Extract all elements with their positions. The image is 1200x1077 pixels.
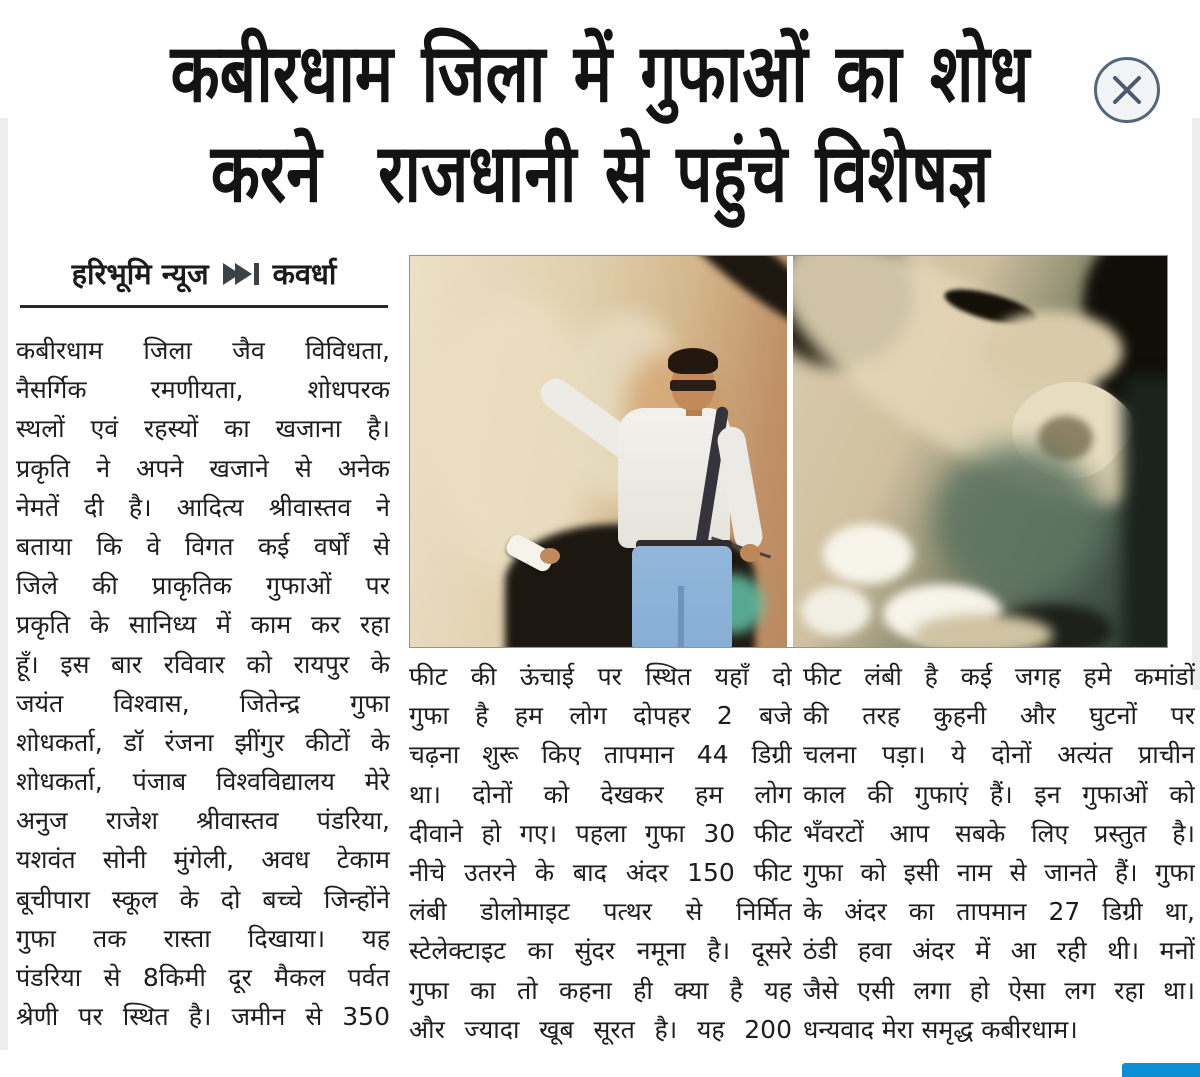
explorer-trouser-seam [678,586,684,647]
article-text-line: नैसर्गिक रमणीयता, शोधपरक [16,375,390,405]
page-edge-left [0,118,8,1050]
article-text-line: चलना पड़ा। ये दोनों अत्यंत प्राचीन [803,740,1195,770]
stalactite-photo [793,256,1167,647]
headline-line-1: कबीरधाम जिला में गुफाओं का शोध [170,28,1030,122]
article-text-line: हूँ। इस बार रविवार को रायपुर के [16,649,390,679]
article-text-line: काल की गुफाएं हैं। इन गुफाओं को [803,779,1195,809]
photo-block [409,255,1168,648]
fast-forward-triangle [235,263,252,285]
article-text-line: बताया कि वे विगत कई वर्षों से [16,531,390,561]
article-text-line: पंडरिया से 8किमी दूर मैकल पर्वत [16,963,390,992]
article-text-line: गुफा है हम लोग दोपहर 2 बजे [409,701,792,731]
article-text-line: गुफा का तो कहना ही क्या है यह [409,975,792,1005]
article-text-line: नेमतें दी है। आदित्य श्रीवास्तव ने [16,492,390,522]
article-text-line: गुफा तक रास्ता दिखाया। यह [16,923,390,953]
article-text-line: शोधकर्ता, पंजाब विश्वविद्यालय मेरे [16,767,390,797]
article-text-line: फीट की ऊंचाई पर स्थित यहाँ दो [409,662,792,691]
article-text-line: धन्यवाद मेरा समृद्ध कबीरधाम। [803,1014,1078,1044]
bright-rock-patch [801,586,871,636]
explorer-hair [668,348,718,374]
article-text-line: चढ़ना शुरू किए तापमान 44 डिग्री [409,740,792,770]
explorer-glasses [670,380,716,391]
article-text-line: यशवंत सोनी मुंगेली, अवध टेकाम [16,845,390,875]
headline [0,26,1200,226]
cave-green-wall [933,446,1103,596]
stalactite-mass [983,311,1123,391]
byline-location: कवर्धा [272,257,337,291]
cave-shadow-right [1123,376,1167,647]
close-button[interactable] [1094,57,1160,123]
bottom-right-blue-button[interactable] [1122,1063,1200,1077]
article-text-line: लंबी डोलोमाइट पत्थर से निर्मित [409,897,792,927]
article-text-line: गुफा को इसी नाम से जानते हैं। गुफा [803,857,1195,887]
article-text-line: दीवाने हो गए। पहला गुफा 30 फीट [409,818,792,848]
article-text-line: था। दोनों को देखकर हम लोग [409,779,792,809]
article-text-line: कबीरधाम जिला जैव विविधता, [16,336,390,365]
byline-source: हरिभूमि न्यूज [71,257,209,291]
article-text-line: और ज्यादा खूब सूरत है। यह 200 [409,1014,792,1044]
article-column-2 [409,657,792,1049]
article-text-line: जिले की प्राकृतिक गुफाओं पर [16,571,390,601]
article-text-line: श्रेणी पर स्थित है। जमीन से 350 [16,1002,390,1032]
article-text-line: नीचे उतरने के बाद अंदर 150 फीट [409,857,792,887]
article-text-line: अनुज राजेश श्रीवास्तव पंडरिया, [16,806,390,836]
article-text-line: स्थलों एवं रहस्यों का खजाना है। [16,414,390,444]
article-text-line: फीट लंबी है कई जगह हमे कमांडों [803,662,1195,691]
cave-explorer-photo [410,256,787,647]
article-column-3 [803,657,1195,1049]
headline-line-2: करने राजधानी से पहुंचे विशेषज्ञ [210,128,990,222]
article-column-1 [16,331,390,1036]
article-text-line: जैसे एसी लगा हो ऐसा लग रहा था। [803,975,1195,1005]
article-text-line: प्रकृति ने अपने खजाने से अनेक [16,453,390,483]
article-text-line: शोधकर्ता, डॉ रंजना झींगुर कीटों के [16,727,390,757]
article-text-line: स्टेलेक्टाइट का सुंदर नमूना है। दूसरे [409,936,792,966]
article-text-line: की तरह कुहनी और घुटनों पर [803,701,1195,731]
article-text-line: जयंत विश्वास, जितेन्द्र गुफा [16,688,390,718]
fast-forward-icon [223,263,259,285]
article-text-line: ठंडी हवा अंदर में आ रही थी। मनों [803,936,1195,966]
article-text-line: प्रकृति के सानिध्य में काम कर रहा [16,610,390,640]
close-icon [1110,73,1144,107]
fast-forward-bar [254,263,259,285]
article-text-line: भँवरटों आप सबके लिए प्रस्तुत है। [803,818,1195,848]
byline [20,254,388,308]
article-text-line: के अंदर का तापमान 27 डिग्री था, [803,897,1195,927]
article-text-line: बूचीपारा स्कूल के दो बच्चे जिन्होंने [16,884,390,914]
explorer-right-hand [740,544,760,562]
bright-rock-patch [823,524,913,584]
explorer-left-hand [540,548,560,564]
